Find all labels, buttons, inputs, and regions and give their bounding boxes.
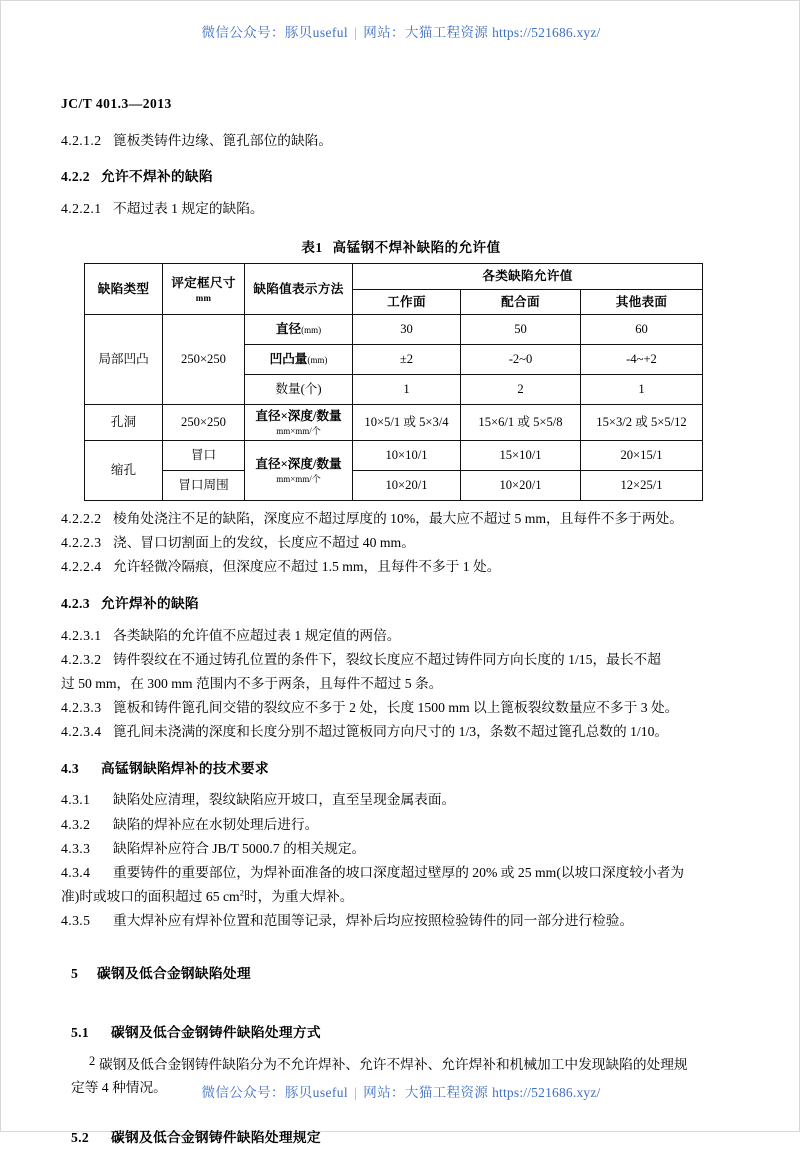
table-header-row-1 — [85, 264, 703, 290]
clause-4-2-3-4 — [61, 721, 741, 743]
clause-4-2-3-1 — [61, 625, 741, 647]
cell-mating-surface: 2 — [461, 375, 581, 405]
clause-text: 缺陷的焊补应在水韧处理后进行。 — [113, 816, 319, 832]
clause-4-3-2 — [61, 814, 741, 836]
header-mating-surface: 配合面 — [461, 289, 581, 315]
header-method: 缺陷值表示方法 — [245, 264, 353, 315]
header-other-surface: 其他表面 — [581, 289, 703, 315]
clause-number: 4.2.2.2 — [61, 511, 102, 527]
watermark-wechat-value: 豚贝useful — [284, 25, 349, 40]
clause-text: 不超过表 1 规定的缺陷。 — [113, 201, 264, 217]
clause-text: 缺陷处应清理，裂纹缺陷应开坡口，直至呈现金属表面。 — [113, 792, 456, 808]
clause-text: 篦板类铸件边缘、篦孔部位的缺陷。 — [113, 133, 333, 148]
cell-other-surface: 12×25/1 — [581, 471, 703, 501]
page-number: 2 — [89, 1054, 96, 1068]
heading-number: 5.1 — [71, 1025, 90, 1041]
cell-method: 数量(个) — [245, 375, 353, 405]
cell-mating-surface: 15×6/1 或 5×5/8 — [461, 405, 581, 441]
heading-number: 4.2.2 — [61, 169, 90, 185]
clause-4-2-3-2-continuation: 过 50 mm，在 300 mm 范围内不多于两条，且每件不超过 5 条。 — [61, 675, 443, 691]
document-content — [61, 96, 741, 1159]
clause-number: 4.2.1.2 — [61, 133, 102, 148]
clause-number: 4.3.2 — [61, 816, 91, 832]
clause-number: 4.2.2.3 — [61, 535, 102, 551]
clause-text: 浇、冒口切割面上的发纹，长度应不超过 40 mm。 — [113, 535, 415, 551]
clause-text-part-a: 准)时或坡口的面积超过 65 cm — [61, 889, 240, 905]
watermark-bottom — [1, 1081, 801, 1101]
watermark-wechat-label: 微信公众号： — [201, 25, 285, 40]
clause-number: 4.2.2.4 — [61, 559, 102, 575]
heading-5-1 — [71, 1022, 741, 1044]
heading-text: 碳钢及低合金钢铸件缺陷处理规定 — [111, 1129, 321, 1145]
clause-number: 4.2.3.4 — [61, 724, 102, 740]
watermark-top — [1, 21, 801, 41]
clause-4-3-3 — [61, 838, 741, 860]
cell-frame-size: 250×250 — [163, 315, 245, 405]
cell-method-label: 直径 — [275, 322, 302, 337]
spacer — [61, 935, 741, 949]
table-header — [85, 264, 703, 315]
cell-frame-size: 冒口 — [163, 441, 245, 471]
table-caption-text: 高锰钢不焊补缺陷的允许值 — [332, 240, 501, 256]
paragraph-5-1-body-continuation: 定等 4 种情况。 — [71, 1079, 167, 1095]
clause-text: 篦孔间未浇满的深度和长度分别不超过篦板同方向尺寸的 1/3，条数不超过篦孔总数的 1/10。 — [113, 724, 669, 740]
table-row — [85, 315, 703, 345]
watermark-separator: | — [354, 1085, 358, 1100]
cell-method — [245, 405, 353, 441]
heading-4-2-2 — [61, 166, 741, 188]
clause-text: 篦板和铸件篦孔间交错的裂纹应不多于 2 处，长度 1500 mm 以上篦板裂纹数量应不多于 3 处。 — [113, 700, 679, 716]
cell-mating-surface: 50 — [461, 315, 581, 345]
clause-4-3-1 — [61, 789, 741, 811]
clause-4-2-2-2 — [61, 508, 741, 530]
table-1-allowable-defect-values — [84, 263, 703, 501]
clause-4-2-2-4 — [61, 556, 741, 578]
heading-4-2-3 — [61, 593, 741, 615]
heading-number: 4.3 — [61, 760, 80, 776]
heading-text: 高锰钢缺陷焊补的技术要求 — [101, 760, 269, 776]
clause-text: 棱角处浇注不足的缺陷，深度应不超过厚度的 10%，最大应不超过 5 mm，且每件不多于两处。 — [113, 511, 683, 527]
table-body — [85, 315, 703, 501]
heading-text: 允许焊补的缺陷 — [101, 595, 199, 611]
spacer — [61, 994, 741, 1008]
clause-number: 4.3.3 — [61, 840, 91, 856]
clause-text: 缺陷焊补应符合 JB/T 5000.7 的相关规定。 — [113, 840, 366, 856]
header-frame-size-label: 评定框尺寸 — [171, 275, 236, 290]
heading-5 — [71, 963, 741, 985]
clause-text-part-b: 时，为重大焊补。 — [243, 889, 354, 905]
cell-other-surface: 60 — [581, 315, 703, 345]
cell-method-unit: mm×mm/个 — [276, 474, 321, 485]
clause-4-2-3-3 — [61, 697, 741, 719]
heading-text: 碳钢及低合金钢铸件缺陷处理方式 — [111, 1025, 321, 1041]
paragraph-5-1-body: 碳钢及低合金钢铸件缺陷分为不允许焊补、允许不焊补、允许焊补和机械加工中发现缺陷的处理规 — [99, 1057, 688, 1073]
cell-frame-size: 冒口周围 — [163, 471, 245, 501]
cell-method-unit: mm×mm/个 — [276, 426, 321, 437]
table-row — [85, 405, 703, 441]
cell-frame-size: 250×250 — [163, 405, 245, 441]
watermark-site-value: 大猫工程资源 — [404, 25, 489, 40]
cell-method-label: 凹凸量 — [269, 352, 308, 367]
cell-working-surface: ±2 — [353, 345, 461, 375]
table-caption — [61, 236, 741, 256]
watermark-site-value: 大猫工程资源 — [404, 1085, 489, 1100]
cell-working-surface: 10×10/1 — [353, 441, 461, 471]
watermark-site-label: 网站： — [363, 25, 405, 40]
standard-identifier: JC/T 401.3—2013 — [61, 96, 172, 111]
cell-working-surface: 10×5/1 或 5×3/4 — [353, 405, 461, 441]
heading-text: 允许不焊补的缺陷 — [101, 169, 213, 185]
heading-number: 5.2 — [71, 1129, 90, 1145]
heading-text: 碳钢及低合金钢缺陷处理 — [97, 965, 251, 981]
clause-text: 允许轻微冷隔痕，但深度应不超过 1.5 mm，且每件不多于 1 处。 — [113, 559, 501, 575]
clause-4-2-2-3 — [61, 532, 741, 554]
clause-4-3-4 — [61, 862, 741, 884]
cell-other-surface: -4~+2 — [581, 345, 703, 375]
clause-number: 4.3.1 — [61, 792, 91, 808]
cell-method — [245, 441, 353, 501]
cell-method-label: 直径×深度/数量 — [255, 457, 342, 472]
cell-defect-type: 缩孔 — [85, 441, 163, 501]
header-frame-size-unit: mm — [195, 292, 212, 303]
cell-defect-type: 孔洞 — [85, 405, 163, 441]
cell-method — [245, 345, 353, 375]
watermark-url: https://521686.xyz/ — [492, 1085, 601, 1100]
cell-other-surface: 15×3/2 或 5×5/12 — [581, 405, 703, 441]
cell-working-surface: 10×20/1 — [353, 471, 461, 501]
superscript-exponent: 2 — [239, 887, 244, 898]
header-group-allowable-values: 各类缺陷允许值 — [353, 264, 703, 290]
cell-other-surface: 20×15/1 — [581, 441, 703, 471]
cell-method-label: 直径×深度/数量 — [255, 409, 342, 424]
heading-5-2 — [71, 1127, 741, 1149]
header-working-surface: 工作面 — [353, 289, 461, 315]
table-row — [85, 441, 703, 471]
clause-text: 重要铸件的重要部位，为焊补面准备的坡口深度超过壁厚的 20% 或 25 mm(以坡口深度较小者为 — [113, 865, 685, 880]
cell-defect-type: 局部凹凸 — [85, 315, 163, 405]
clause-number: 4.3.5 — [61, 913, 91, 929]
cell-method — [245, 315, 353, 345]
cell-working-surface: 30 — [353, 315, 461, 345]
clause-4-2-3-2 — [61, 649, 741, 671]
clause-number: 4.2.3.2 — [61, 651, 102, 667]
clause-number: 4.2.2.1 — [61, 201, 102, 217]
cell-mating-surface: -2~0 — [461, 345, 581, 375]
clause-number: 4.2.3.3 — [61, 700, 102, 716]
clause-number: 4.2.3.1 — [61, 627, 102, 643]
heading-4-3 — [61, 758, 741, 780]
clause-text: 重大焊补应有焊补位置和范围等记录，焊补后均应按照检验铸件的同一部分进行检验。 — [113, 913, 634, 929]
clause-4-2-2-1 — [61, 198, 741, 220]
table-row — [85, 471, 703, 501]
watermark-separator: | — [354, 25, 358, 40]
clause-number: 4.3.4 — [61, 865, 91, 880]
heading-number: 4.2.3 — [61, 595, 90, 611]
watermark-site-label: 网站： — [363, 1085, 405, 1100]
cell-other-surface: 1 — [581, 375, 703, 405]
cell-method-unit: (mm) — [307, 355, 328, 366]
clause-text: 铸件裂纹在不通过铸孔位置的条件下，裂纹长度应不超过铸件同方向长度的 1/15，最长不超 — [113, 651, 661, 667]
watermark-wechat-label: 微信公众号： — [201, 1085, 285, 1100]
cell-mating-surface: 15×10/1 — [461, 441, 581, 471]
header-frame-size — [163, 264, 245, 315]
cell-working-surface: 1 — [353, 375, 461, 405]
cell-mating-surface: 10×20/1 — [461, 471, 581, 501]
spacer — [61, 501, 741, 508]
clause-text: 各类缺陷的允许值不应超过表 1 规定值的两倍。 — [113, 627, 401, 643]
clause-4-2-1-2 — [61, 130, 741, 152]
clause-4-3-5 — [61, 910, 741, 932]
clause-4-3-4-continuation — [61, 886, 741, 908]
cell-method-unit: (mm) — [301, 325, 322, 336]
watermark-url: https://521686.xyz/ — [492, 25, 601, 40]
table-caption-number: 表1 — [301, 240, 323, 256]
watermark-wechat-value: 豚贝useful — [284, 1085, 349, 1100]
heading-number: 5 — [71, 965, 79, 981]
header-defect-type: 缺陷类型 — [85, 264, 163, 315]
